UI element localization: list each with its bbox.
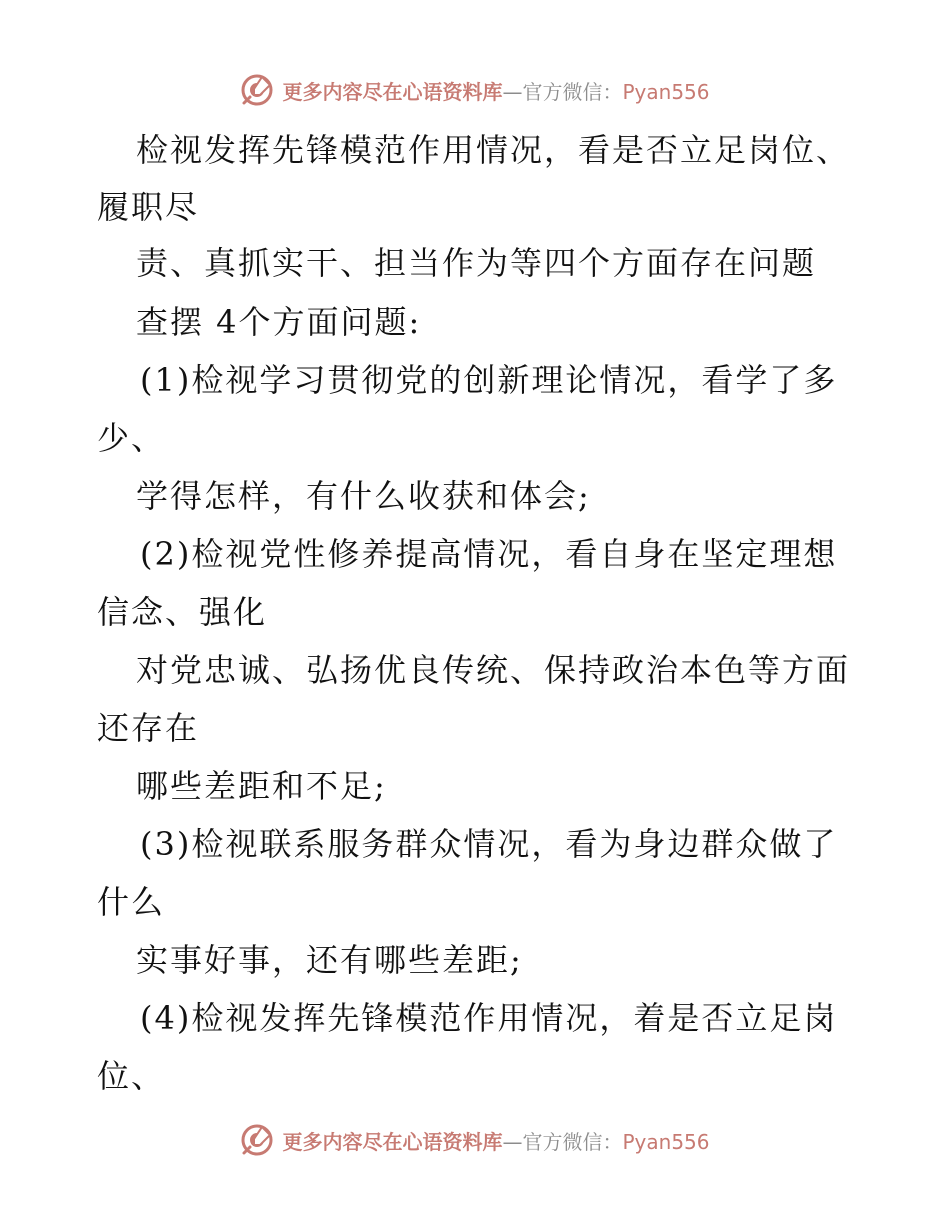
body-line: 责、真抓实干、担当作为等四个方面存在问题 — [136, 244, 817, 282]
body-line: 对党忠诚、弘扬优良传统、保持政治本色等方面 — [136, 651, 851, 689]
header-banner-dash: — — [502, 79, 523, 104]
body-line: 信念、强化 — [97, 593, 268, 631]
body-line: (1)检视学习贯彻党的创新理论情况，看学了多 — [140, 361, 838, 399]
body-line: 位、 — [97, 1057, 166, 1095]
body-line: 学得怎样，有什么收获和体会; — [136, 477, 591, 515]
footer-banner — [0, 1120, 950, 1160]
body-line: (4)检视发挥先锋模范作用情况，着是否立足岗 — [140, 999, 838, 1037]
header-banner-wechat-label: 官方微信： — [522, 79, 623, 104]
body-line: (2)检视党性修养提高情况，看自身在坚定理想 — [140, 535, 838, 573]
footer-banner-title: 更多内容尽在心语资料库 — [282, 1129, 503, 1154]
body-line: 检视发挥先锋模范作用情况，看是否立足岗位、 — [136, 131, 851, 169]
body-line: 查摆 4个方面问题: — [136, 303, 422, 341]
body-line: 什么 — [97, 883, 166, 921]
footer-banner-dash: — — [502, 1129, 523, 1154]
body-line: 实事好事，还有哪些差距; — [136, 941, 523, 979]
pen-circle-logo-icon — [240, 1123, 274, 1157]
body-line: 哪些差距和不足; — [136, 767, 387, 805]
body-line: 还存在 — [97, 709, 200, 747]
footer-banner-wechat-label: 官方微信： — [522, 1129, 623, 1154]
body-line: 履职尽 — [97, 188, 200, 226]
footer-banner-wechat-id: Pyan556 — [622, 1129, 710, 1154]
footer-banner-text — [282, 1126, 709, 1155]
body-line: (3)检视联系服务群众情况，看为身边群众做了 — [140, 825, 838, 863]
header-banner-title: 更多内容尽在心语资料库 — [282, 79, 503, 104]
body-line: 少、 — [97, 419, 166, 457]
header-banner-wechat-id: Pyan556 — [622, 79, 710, 104]
